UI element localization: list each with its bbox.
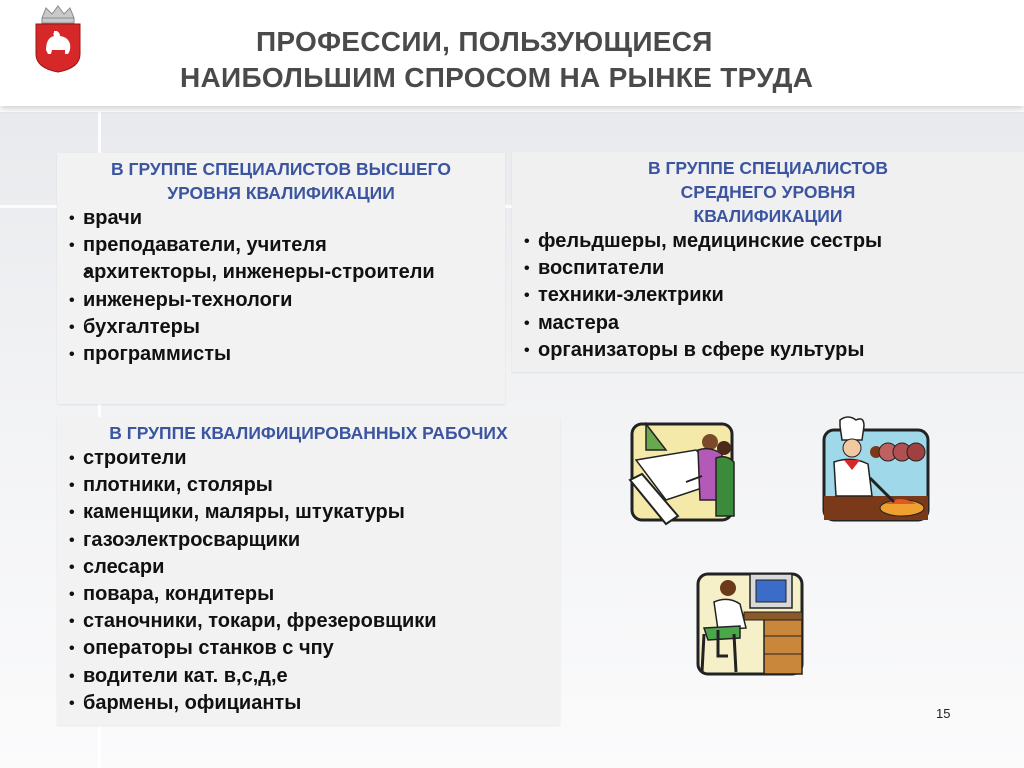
list-item: • водители кат. в,с,д,е	[67, 663, 550, 690]
list-item: • мастера	[522, 310, 1014, 337]
list-item: • фельдшеры, медицинские сестры	[522, 228, 1014, 255]
profession-list	[522, 228, 1014, 364]
list-item: • каменщики, маляры, штукатуры	[67, 499, 550, 526]
list-item: • архитекторы, инженеры-строители	[67, 259, 495, 286]
group-heading	[67, 157, 495, 205]
list-item: • программисты	[67, 341, 495, 368]
list-item: • операторы станков с чпу	[67, 635, 550, 662]
heading-line: УРОВНЯ КВАЛИФИКАЦИИ	[167, 183, 395, 203]
heading-line: СРЕДНЕГО УРОВНЯ	[680, 182, 856, 202]
title-line: НАИБОЛЬШИМ СПРОСОМ НА РЫНКЕ ТРУДА	[180, 62, 814, 93]
group-higher-qualification	[57, 153, 505, 404]
architects-drafting-icon	[626, 420, 738, 528]
page-number: 15	[936, 706, 951, 721]
heading-line: В ГРУППЕ СПЕЦИАЛИСТОВ ВЫСШЕГО	[111, 159, 451, 179]
list-item: • бармены, официанты	[67, 690, 550, 717]
group-middle-qualification	[512, 152, 1024, 372]
header-bar	[0, 0, 1024, 106]
list-item: • бухгалтеры	[67, 314, 495, 341]
list-item: • плотники, столяры	[67, 472, 550, 499]
page-title	[120, 24, 980, 96]
list-item: • слесари	[67, 554, 550, 581]
list-item: • врачи	[67, 205, 495, 232]
group-skilled-workers	[57, 417, 560, 725]
heading-line: В ГРУППЕ СПЕЦИАЛИСТОВ	[647, 158, 889, 178]
list-item: • преподаватели, учителя	[67, 232, 495, 259]
office-computer-worker-icon	[694, 568, 806, 680]
heading-line: КВАЛИФИКАЦИИ	[693, 206, 843, 226]
title-line: ПРОФЕССИИ, ПОЛЬЗУЮЩИЕСЯ	[256, 26, 713, 57]
list-item: • строители	[67, 445, 550, 472]
profession-list	[67, 445, 550, 717]
group-heading	[522, 156, 1014, 228]
list-item: • станочники, токари, фрезеровщики	[67, 608, 550, 635]
group-heading: В ГРУППЕ КВАЛИФИЦИРОВАННЫХ РАБОЧИХ	[109, 423, 508, 443]
list-item: • инженеры-технологи	[67, 287, 495, 314]
list-item: • повара, кондитеры	[67, 581, 550, 608]
list-item: • техники-электрики	[522, 282, 1014, 309]
list-item: • воспитатели	[522, 255, 1014, 282]
list-item: • газоэлектросварщики	[67, 527, 550, 554]
perm-krai-coat-of-arms-icon	[30, 4, 86, 74]
profession-list	[67, 205, 495, 368]
list-item: • организаторы в сфере культуры	[522, 337, 1014, 364]
chef-cooking-icon	[820, 416, 932, 530]
